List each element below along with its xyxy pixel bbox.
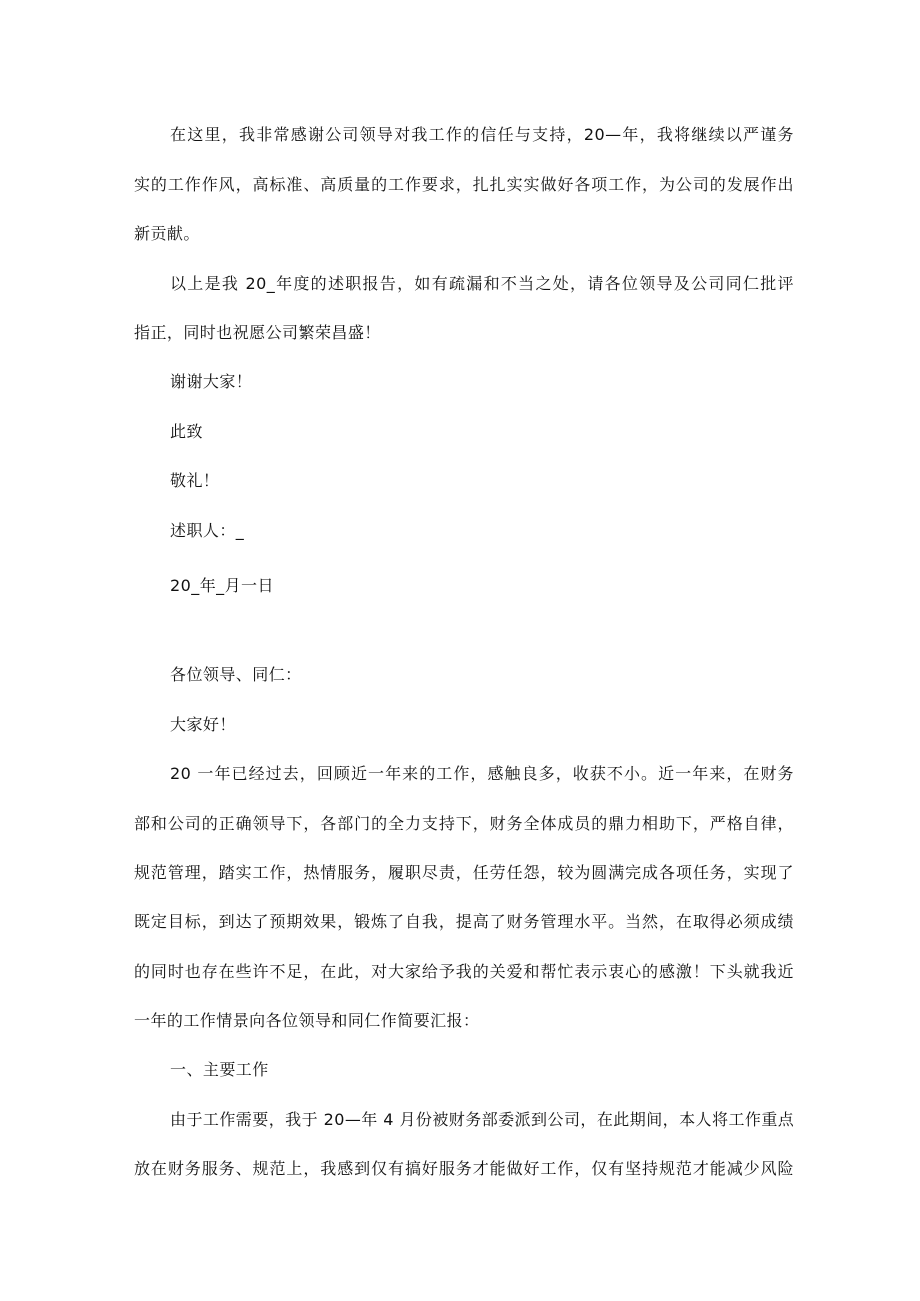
paragraph-line: 放在财务服务、规范上，我感到仅有搞好服务才能做好工作，仅有坚持规范才能减少风险 xyxy=(134,1159,794,1178)
paragraph-line: 指正，同时也祝愿公司繁荣昌盛！ xyxy=(134,323,381,342)
date-line: 20_年_月一日 xyxy=(170,576,274,595)
paragraph-line: 以上是我 20_年度的述职报告，如有疏漏和不当之处，请各位领导及公司同仁批评 xyxy=(170,274,794,293)
paragraph-line: 由于工作需要，我于 20—年 4 月份被财务部委派到公司，在此期间，本人将工作重点 xyxy=(170,1110,795,1129)
paragraph-line: 部和公司的正确领导下，各部门的全力支持下，财务全体成员的鼎力相助下，严格自律， xyxy=(134,814,794,833)
closing-regards: 敬礼！ xyxy=(170,471,220,490)
paragraph-line: 一年的工作情景向各位领导和同仁作简要汇报： xyxy=(134,1011,480,1030)
section-heading: 一、主要工作 xyxy=(170,1060,269,1079)
paragraph-line: 实的工作作风，高标准、高质量的工作要求，扎扎实实做好各项工作，为公司的发展作出 xyxy=(134,175,794,194)
paragraph-line: 新贡献。 xyxy=(134,224,200,243)
paragraph-line: 既定目标，到达了预期效果，锻炼了自我，提高了财务管理水平。当然，在取得必须成绩 xyxy=(134,912,794,931)
signature-line: 述职人：_ xyxy=(170,521,245,540)
closing-salutation: 此致 xyxy=(170,422,203,441)
paragraph-line: 20 一年已经过去，回顾近一年来的工作，感触良多，收获不小。近一年来，在财务 xyxy=(170,764,794,783)
paragraph-line: 在这里，我非常感谢公司领导对我工作的信任与支持，20—年，我将继续以严谨务 xyxy=(170,125,794,144)
paragraph-line: 规范管理，踏实工作，热情服务，履职尽责，任劳任怨，较为圆满完成各项任务，实现了 xyxy=(134,863,794,882)
paragraph-line: 的同时也存在些许不足，在此，对大家给予我的关爱和帮忙表示衷心的感激！下头就我近 xyxy=(134,962,794,981)
closing-thanks: 谢谢大家！ xyxy=(170,372,253,391)
greeting-recipients: 各位领导、同仁： xyxy=(170,665,302,684)
greeting-hello: 大家好！ xyxy=(170,715,236,734)
